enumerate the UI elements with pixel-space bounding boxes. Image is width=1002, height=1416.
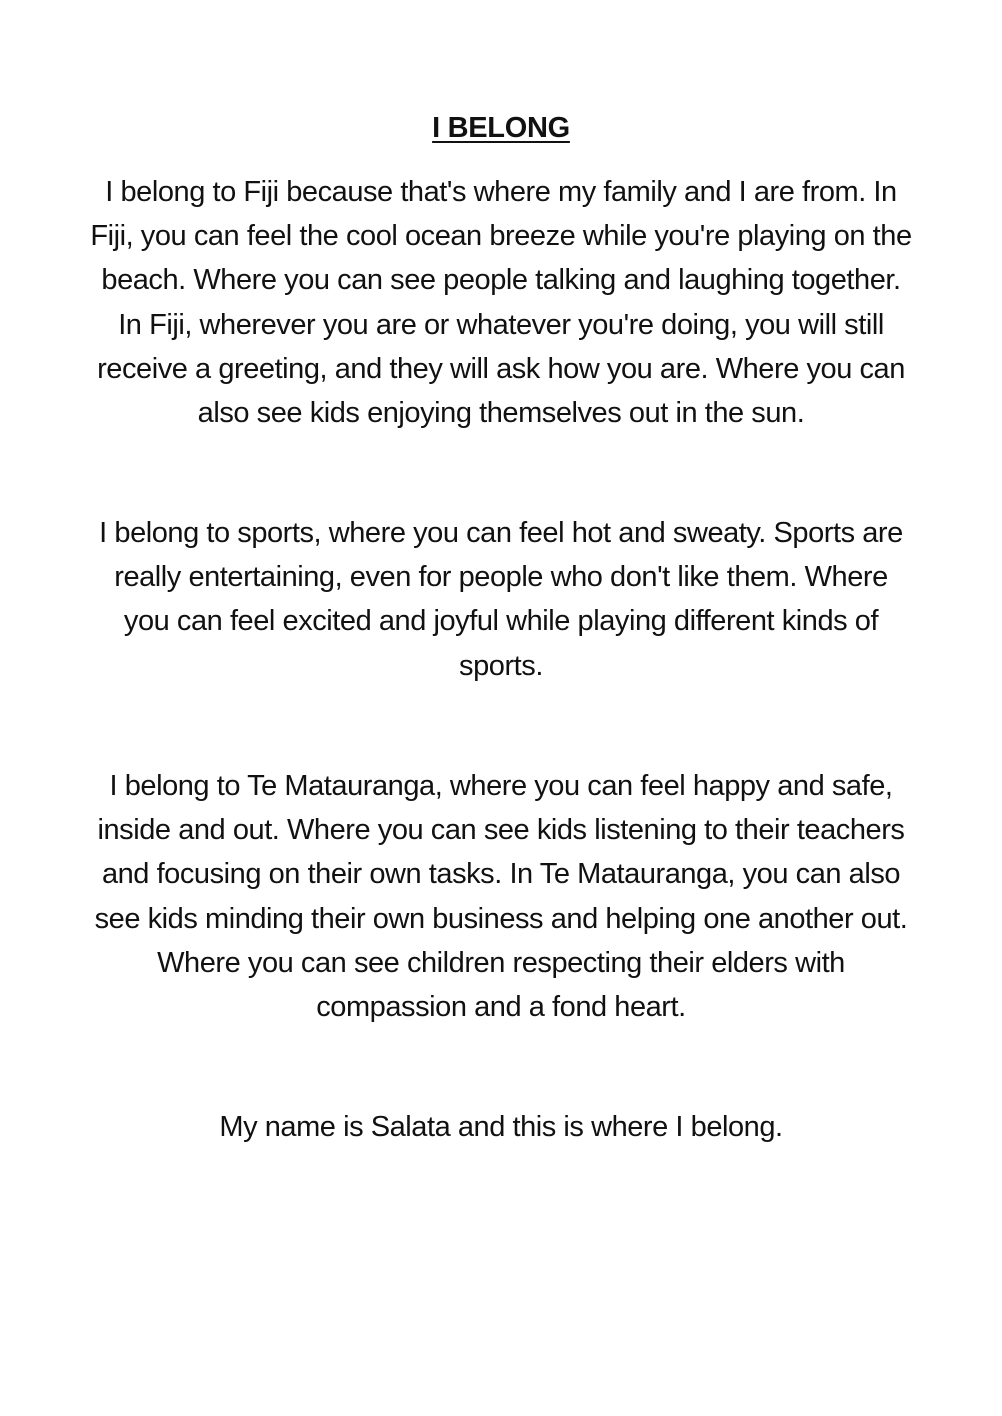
- text-line: see kids minding their own business and helping one another out.: [94, 902, 908, 935]
- text-line: receive a greeting, and they will ask how you are. Where you can: [97, 352, 905, 385]
- page-title: I BELONG: [432, 112, 570, 144]
- paragraph-te-matauranga: [80, 764, 922, 1029]
- text-line: also see kids enjoying themselves out in the sun.: [197, 397, 805, 430]
- text-line: Fiji, you can feel the cool ocean breeze while you're playing on the: [90, 220, 912, 253]
- text-line: compassion and a fond heart.: [316, 991, 686, 1024]
- text-line: I belong to Fiji because that's where my family and I are from. In: [105, 176, 897, 208]
- text-line: you can feel excited and joyful while playing different kinds of: [123, 605, 879, 638]
- text-line: My name is Salata and this is where I belong.: [219, 1111, 783, 1143]
- text-line: and focusing on their own tasks. In Te Matauranga, you can also: [101, 858, 901, 891]
- text-line: inside and out. Where you can see kids listening to their teachers: [97, 814, 905, 847]
- text-line: sports.: [459, 649, 543, 682]
- text-line: In Fiji, wherever you are or whatever you're doing, you will still: [118, 308, 884, 341]
- text-line: I belong to Te Matauranga, where you can feel happy and safe,: [109, 770, 893, 802]
- text-line: Where you can see children respecting their elders with: [157, 946, 845, 979]
- paragraph-sports: [80, 511, 922, 688]
- paragraph-closing: [80, 1105, 922, 1149]
- text-line: I belong to sports, where you can feel hot and sweaty. Sports are: [99, 517, 903, 549]
- text-line: beach. Where you can see people talking and laughing together.: [101, 264, 901, 297]
- text-line: really entertaining, even for people who don't like them. Where: [114, 561, 888, 594]
- paragraph-fiji: [80, 170, 922, 435]
